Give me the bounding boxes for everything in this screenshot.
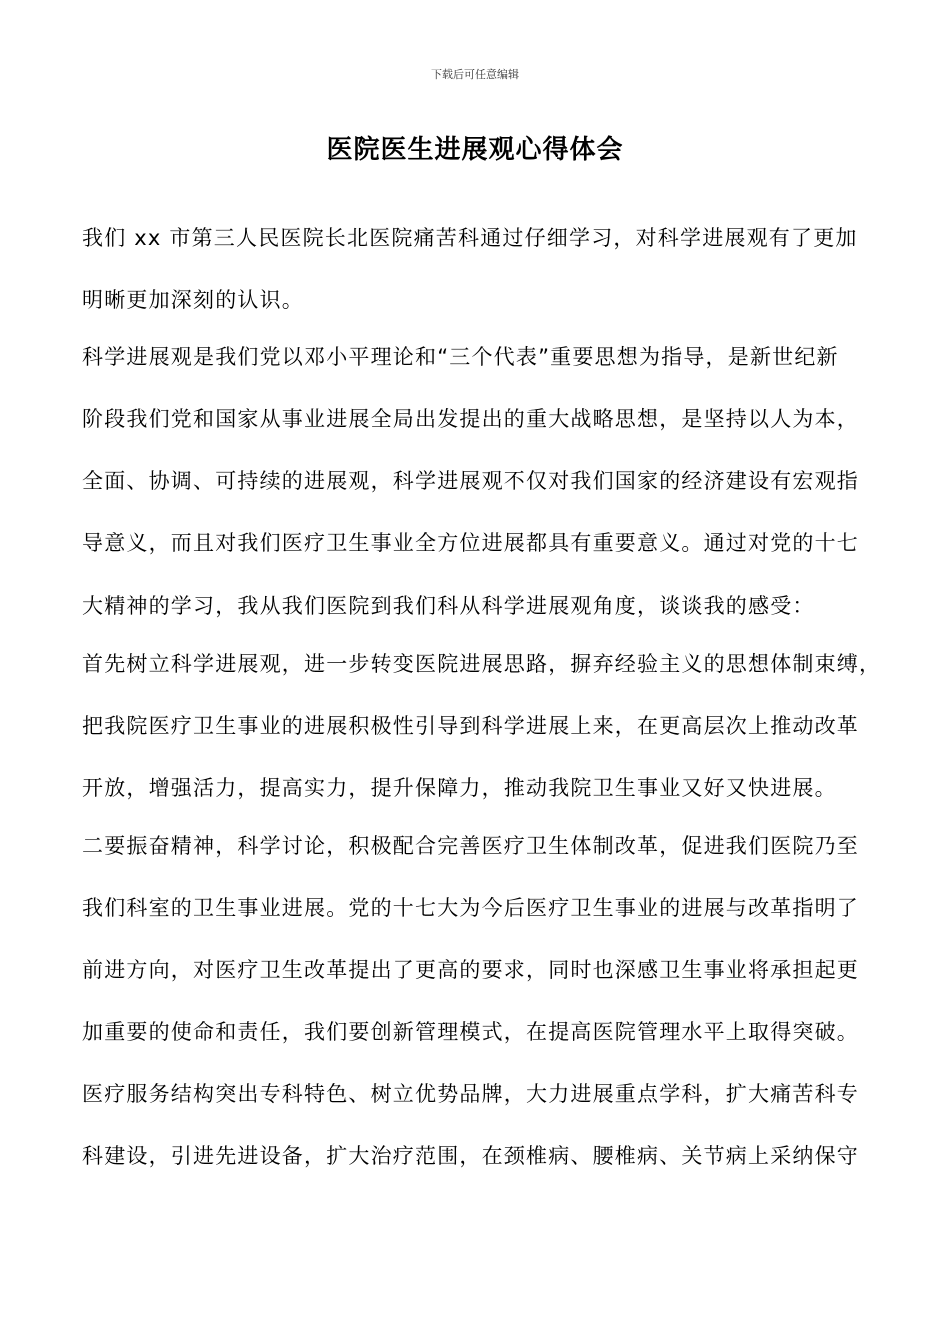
body-line: 我们科室的卫生事业进展。党的十七大为今后医疗卫生事业的进展与改革指明了	[82, 896, 859, 920]
body-line: 首先树立科学进展观，进一步转变医院进展思路，摒弃经验主义的思想体制束缚，	[82, 652, 882, 676]
body-line: 二要振奋精神，科学讨论，积极配合完善医疗卫生体制改革，促进我们医院乃至	[82, 834, 859, 858]
body-line: 明晰更加深刻的认识。	[82, 288, 304, 312]
body-line: 把我院医疗卫生事业的进展积极性引导到科学进展上来，在更高层次上推动改革	[82, 714, 859, 738]
body-line: 阶段我们党和国家从事业进展全局出发提出的重大战略思想，是坚持以人为本，	[82, 407, 859, 431]
body-line: 前进方向，对医疗卫生改革提出了更高的要求，同时也深感卫生事业将承担起更	[82, 958, 859, 982]
document-title: 医院医生进展观心得体会	[326, 135, 624, 165]
body-line: 全面、协调、可持续的进展观，科学进展观不仅对我们国家的经济建设有宏观指	[82, 469, 859, 493]
body-line: 开放，增强活力，提高实力，提升保障力，推动我院卫生事业又好又快进展。	[82, 776, 837, 800]
body-line: 大精神的学习，我从我们医院到我们科从科学进展观角度，谈谈我的感受：	[82, 594, 815, 618]
body-line: 医疗服务结构突出专科特色、树立优势品牌，大力进展重点学科，扩大痛苦科专	[82, 1082, 859, 1106]
body-line: 加重要的使命和责任，我们要创新管理模式，在提高医院管理水平上取得突破。	[82, 1020, 859, 1044]
header-note: 下载后可任意编辑	[431, 68, 519, 81]
body-line: 我们 xx 市第三人民医院长北医院痛苦科通过仔细学习，对科学进展观有了更加	[82, 226, 858, 250]
body-line: 科建设，引进先进设备，扩大治疗范围，在颈椎病、腰椎病、关节病上采纳保守	[82, 1144, 859, 1168]
body-line: 导意义，而且对我们医疗卫生事业全方位进展都具有重要意义。通过对党的十七	[82, 531, 859, 555]
body-line: 科学进展观是我们党以邓小平理论和“三个代表”重要思想为指导，是新世纪新	[82, 345, 839, 369]
